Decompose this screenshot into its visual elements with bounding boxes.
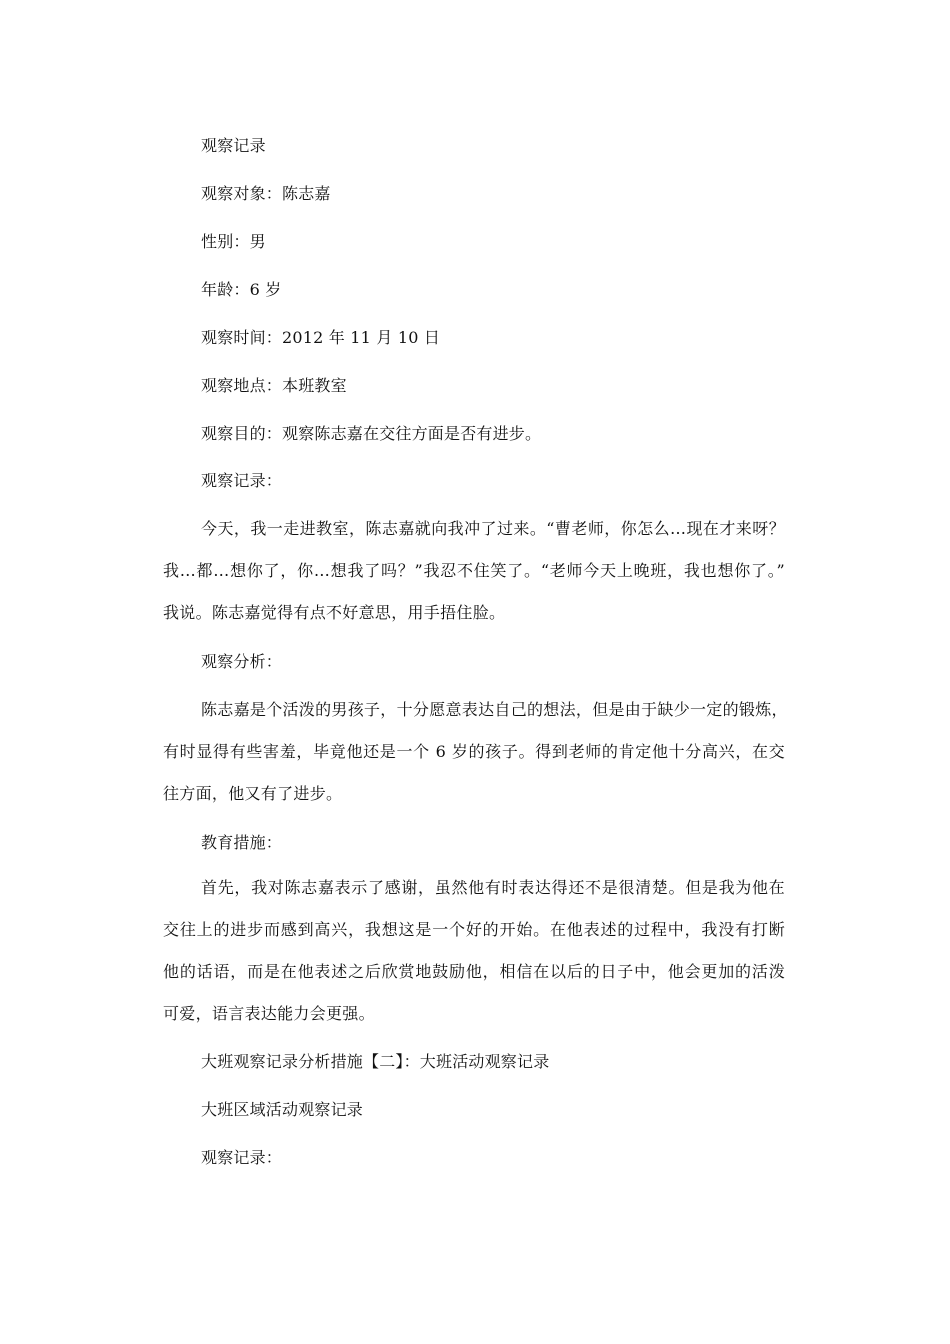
measures-line: 可爱，语言表达能力会更强。 (163, 1004, 375, 1023)
record-paragraph (163, 518, 785, 644)
analysis-label: 观察分析： (201, 652, 283, 671)
measures-line: 首先，我对陈志嘉表示了感谢，虽然他有时表达得还不是很清楚。但是我为他在 (201, 878, 785, 897)
gender-field: 性别：男 (201, 232, 266, 251)
measures-paragraph (163, 877, 785, 1045)
document-heading: 观察记录 (201, 136, 266, 155)
purpose-field: 观察目的：观察陈志嘉在交往方面是否有进步。 (201, 424, 542, 443)
analysis-paragraph (163, 699, 788, 825)
location-field: 观察地点：本班教室 (201, 376, 347, 395)
age-field: 年龄：6 岁 (201, 280, 282, 299)
time-field: 观察时间：2012 年 11 月 10 日 (201, 328, 441, 347)
analysis-line: 有时显得有些害羞，毕竟他还是一个 6 岁的孩子。得到老师的肯定他十分高兴，在交 (163, 742, 785, 761)
record-line: 今天，我一走进教室，陈志嘉就向我冲了过来。“曹老师，你怎么…现在才来呀？ (201, 519, 785, 538)
record-label: 观察记录： (201, 471, 283, 490)
analysis-line: 往方面，他又有了进步。 (163, 784, 343, 803)
section-two-record-label: 观察记录： (201, 1148, 283, 1167)
section-two-title: 大班观察记录分析措施【二】：大班活动观察记录 (201, 1052, 550, 1071)
section-two-subtitle: 大班区域活动观察记录 (201, 1100, 364, 1119)
measures-line: 交往上的进步而感到高兴，我想这是一个好的开始。在他表述的过程中，我没有打断 (163, 920, 785, 939)
measures-label: 教育措施： (201, 833, 283, 852)
measures-line: 他的话语，而是在他表述之后欣赏地鼓励他，相信在以后的日子中，他会更加的活泼 (163, 962, 785, 981)
subject-field: 观察对象：陈志嘉 (201, 184, 331, 203)
record-line: 我…都…想你了，你…想我了吗？”我忍不住笑了。“老师今天上晚班，我也想你了。” (163, 561, 785, 580)
record-line: 我说。陈志嘉觉得有点不好意思，用手捂住脸。 (163, 603, 506, 622)
analysis-line: 陈志嘉是个活泼的男孩子，十分愿意表达自己的想法，但是由于缺少一定的锻炼， (201, 700, 788, 719)
